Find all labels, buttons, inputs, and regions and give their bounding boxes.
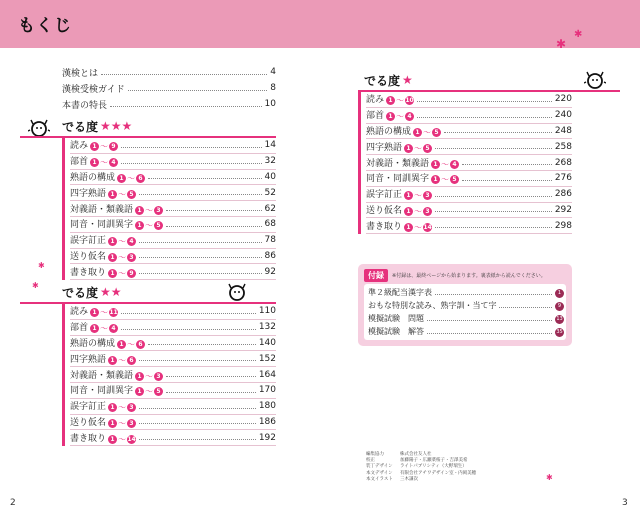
page-number: 192	[258, 432, 276, 443]
credit-line: 装丁デザイン ライトパブリシティ（大野瑞生）	[366, 464, 467, 470]
entry-label: 部首 1 〜 4	[366, 108, 417, 122]
toc-entry[interactable]	[70, 399, 276, 415]
toc-entry[interactable]	[70, 154, 276, 170]
entry-label: 書き取り 1 〜 14	[70, 431, 139, 445]
range-to: 4	[127, 237, 136, 246]
range-from: 1	[108, 237, 117, 246]
page-number: 8	[270, 83, 276, 93]
range-tag: 1 〜 3	[404, 206, 432, 217]
page-number: 92	[264, 266, 276, 277]
appendix-tag: 付録	[364, 269, 388, 282]
page-number: 40	[264, 171, 276, 182]
appendix-entry[interactable]	[368, 299, 562, 312]
range-from: 1	[90, 324, 99, 333]
range-to: 6	[127, 356, 136, 365]
range-to: 5	[154, 221, 163, 230]
range-tag: 1 〜 3	[135, 371, 163, 382]
range-tag: 1 〜 3	[135, 205, 163, 216]
range-from: 1	[431, 175, 440, 184]
header-band	[0, 0, 640, 51]
range-tag: 1 〜 4	[90, 323, 118, 334]
page-number: 78	[264, 235, 276, 246]
appendix-mark: 13	[556, 316, 563, 322]
toc-entry[interactable]	[70, 304, 276, 320]
range-from: 1	[108, 253, 117, 262]
page-number-left: 2	[10, 498, 16, 508]
entry-label: 四字熟語 1 〜 5	[366, 140, 435, 154]
toc-entry[interactable]	[70, 336, 276, 352]
range-from: 1	[108, 269, 117, 278]
entry-label: 模擬試験 問題	[368, 313, 427, 324]
range-from: 1	[404, 191, 413, 200]
range-from: 1	[404, 207, 413, 216]
page-number: 220	[554, 94, 572, 105]
appendix-mark: 9	[555, 302, 564, 311]
range-tag: 1 〜 3	[108, 252, 136, 263]
range-tag: 1 〜 9	[90, 141, 118, 152]
range-to: 11	[109, 309, 118, 317]
range-from: 1	[404, 144, 413, 153]
toc-entry[interactable]	[70, 430, 276, 446]
section-list	[62, 138, 276, 280]
star-icon: ✱	[574, 29, 583, 40]
entry-label: 模擬試験 解答	[368, 326, 427, 337]
appendix-list	[364, 284, 566, 340]
toc-entry[interactable]	[366, 218, 572, 234]
entry-label: おもな特別な読み、熟字訓・当て字	[368, 300, 499, 311]
toc-entry[interactable]	[70, 367, 276, 383]
range-from: 1	[90, 158, 99, 167]
entry-label: 熟語の構成 1 〜 6	[70, 336, 148, 350]
toc-entry[interactable]	[70, 217, 276, 233]
toc-entry[interactable]: 本書の特長 10	[62, 99, 276, 111]
entry-label: 部首 1 〜 4	[70, 320, 121, 334]
range-from: 1	[90, 142, 99, 151]
entry-label: 対義語・類義語 1 〜 3	[70, 202, 166, 216]
range-to: 3	[127, 403, 136, 412]
entry-label: 部首 1 〜 4	[70, 154, 121, 168]
range-to: 5	[450, 175, 459, 184]
toc-entry[interactable]	[366, 124, 572, 140]
range-from: 1	[135, 387, 144, 396]
page-number: 140	[258, 337, 276, 348]
range-from: 1	[117, 174, 126, 183]
page-number: 10	[264, 99, 276, 109]
range-tag: 1 〜 5	[413, 127, 441, 138]
range-from: 1	[108, 435, 117, 444]
critter-icon	[226, 282, 248, 302]
credits-block	[366, 452, 476, 483]
entry-label: 誤字訂正 1 〜 4	[70, 233, 139, 247]
range-to: 9	[127, 269, 136, 278]
range-tag: 1 〜 5	[135, 220, 163, 231]
range-from: 1	[108, 403, 117, 412]
page-number: 248	[554, 125, 572, 136]
toc-entry[interactable]	[70, 233, 276, 249]
range-to: 3	[154, 372, 163, 381]
page-number: 32	[264, 156, 276, 167]
entry-label: 同音・同訓異字 1 〜 5	[366, 171, 462, 185]
range-to: 14	[127, 435, 136, 443]
range-tag: 1 〜 5	[135, 386, 163, 397]
credit-line: 編集協力 株式会社友人社	[366, 452, 432, 457]
range-from: 1	[108, 190, 117, 199]
range-tag: 1 〜 6	[108, 355, 136, 366]
critter-icon	[584, 70, 606, 90]
entry-label: 誤字訂正 1 〜 3	[70, 399, 139, 413]
star-icon: ✱	[556, 37, 567, 51]
entry-label: 誤字訂正 1 〜 3	[366, 187, 435, 201]
credit-line: 本文イラスト 三木謙次	[366, 476, 418, 482]
entry-label: 熟語の構成 1 〜 6	[70, 170, 148, 184]
entry-label: 熟語の構成 1 〜 5	[366, 124, 444, 138]
toc-entry[interactable]	[366, 187, 572, 203]
range-tag: 1 〜 14	[108, 434, 136, 445]
page-number: 52	[264, 187, 276, 198]
appendix-box	[358, 264, 572, 346]
range-from: 1	[117, 340, 126, 349]
range-to: 4	[109, 158, 118, 167]
range-to: 3	[127, 253, 136, 262]
entry-label: 読み 1 〜 10	[366, 92, 417, 106]
range-to: 5	[127, 190, 136, 199]
entry-label: 書き取り 1 〜 14	[366, 219, 435, 233]
page-number: 152	[258, 353, 276, 364]
range-from: 1	[404, 223, 413, 232]
section-heading: でる度 ★★	[62, 285, 122, 300]
appendix-note: ※付録は、最終ページから始まります。裏表紙から読んでください。	[392, 273, 546, 279]
intro-list	[62, 64, 276, 112]
critter-icon	[28, 118, 50, 138]
entry-label: 送り仮名 1 〜 3	[70, 415, 139, 429]
page-number: 68	[264, 219, 276, 230]
toc-entry[interactable]	[70, 415, 276, 431]
toc-entry[interactable]	[366, 203, 572, 219]
credit-line: 校正 加藤陽子・広瀬菜桜子・吉澤美希	[366, 458, 468, 464]
toc-entry[interactable]	[366, 155, 572, 171]
range-to: 14	[423, 223, 432, 231]
star-icon: ✱	[38, 261, 45, 270]
page-number: 170	[258, 385, 276, 396]
page-title: もくじ	[18, 16, 72, 36]
range-tag: 1 〜 6	[117, 339, 145, 350]
range-to: 3	[423, 191, 432, 200]
entry-label: 四字熟語 1 〜 6	[70, 352, 139, 366]
section-heading: でる度 ★	[364, 73, 413, 88]
page-number: 298	[554, 220, 572, 231]
toc-entry[interactable]	[70, 383, 276, 399]
credit-line: 本文デザイン 有限会社アチワデザイン室・内岡美穂	[366, 470, 477, 476]
range-to: 3	[127, 419, 136, 428]
page-number: 258	[554, 141, 572, 152]
range-to: 4	[405, 112, 414, 121]
toc-entry[interactable]: 漢検とは 4	[62, 67, 276, 79]
range-from: 1	[135, 372, 144, 381]
range-to: 4	[109, 324, 118, 333]
range-to: 5	[423, 144, 432, 153]
toc-entry[interactable]	[70, 351, 276, 367]
range-to: 10	[405, 97, 414, 105]
range-tag: 1 〜 14	[404, 222, 432, 233]
range-to: 6	[136, 174, 145, 183]
range-from: 1	[108, 356, 117, 365]
page-number: 86	[264, 250, 276, 261]
entry-label: 書き取り 1 〜 9	[70, 265, 139, 279]
appendix-entry[interactable]	[368, 325, 562, 338]
range-to: 6	[136, 340, 145, 349]
section-heading: でる度 ★★★	[62, 119, 133, 134]
page-number: 14	[264, 140, 276, 151]
range-from: 1	[386, 112, 395, 121]
page-number: 164	[258, 369, 276, 380]
range-to: 3	[423, 207, 432, 216]
page-number: 268	[554, 157, 572, 168]
range-tag: 1 〜 5	[404, 143, 432, 154]
range-from: 1	[135, 221, 144, 230]
page-number: 186	[258, 416, 276, 427]
range-to: 3	[154, 206, 163, 215]
toc-entry[interactable]	[70, 138, 276, 154]
entry-label: 送り仮名 1 〜 3	[366, 203, 435, 217]
range-tag: 1 〜 5	[431, 174, 459, 185]
entry-label: 読み 1 〜 11	[70, 304, 121, 318]
page-number: 110	[258, 306, 276, 317]
entry-label: 準２級配当漢字表	[368, 287, 435, 298]
section-list	[62, 304, 276, 446]
toc-entry[interactable]	[70, 320, 276, 336]
entry-label: 送り仮名 1 〜 3	[70, 249, 139, 263]
entry-label: 同音・同訓異字 1 〜 5	[70, 217, 166, 231]
entry-label: 四字熟語 1 〜 5	[70, 186, 139, 200]
page-number: 62	[264, 203, 276, 214]
entry-label: 同音・同訓異字 1 〜 5	[70, 383, 166, 397]
page-number-right: 3	[622, 498, 628, 508]
toc-entry[interactable]	[366, 171, 572, 187]
toc-entry[interactable]	[70, 201, 276, 217]
toc-entry[interactable]	[70, 264, 276, 280]
star-icon: ✱	[32, 281, 39, 290]
range-tag: 1 〜 4	[90, 157, 118, 168]
toc-entry[interactable]: 漢検受検ガイド 8	[62, 83, 276, 95]
range-tag: 1 〜 4	[386, 111, 414, 122]
appendix-mark: 1	[555, 289, 564, 298]
range-tag: 1 〜 5	[108, 189, 136, 200]
range-to: 9	[109, 142, 118, 151]
range-tag: 1 〜 6	[117, 173, 145, 184]
toc-entry[interactable]	[366, 92, 572, 108]
page-number: 4	[270, 67, 276, 77]
range-tag: 1 〜 3	[404, 190, 432, 201]
toc-entry[interactable]	[70, 170, 276, 186]
page-number: 292	[554, 204, 572, 215]
toc-entry[interactable]	[70, 185, 276, 201]
range-tag: 1 〜 10	[386, 95, 414, 106]
entry-label: 対義語・類義語 1 〜 3	[70, 368, 166, 382]
range-from: 1	[135, 206, 144, 215]
entry-label: 対義語・類義語 1 〜 4	[366, 156, 462, 170]
range-tag: 1 〜 3	[108, 418, 136, 429]
range-from: 1	[431, 160, 440, 169]
page-number: 132	[258, 322, 276, 333]
star-icon: ✱	[546, 473, 553, 482]
range-tag: 1 〜 4	[431, 159, 459, 170]
page-number: 286	[554, 189, 572, 200]
range-tag: 1 〜 3	[108, 402, 136, 413]
range-tag: 1 〜 9	[108, 268, 136, 279]
range-to: 4	[450, 160, 459, 169]
range-to: 5	[154, 387, 163, 396]
appendix-mark: 35	[556, 329, 563, 335]
range-to: 5	[432, 128, 441, 137]
range-tag: 1 〜 11	[90, 307, 118, 318]
range-from: 1	[108, 419, 117, 428]
range-tag: 1 〜 4	[108, 236, 136, 247]
appendix-entry[interactable]	[368, 312, 562, 325]
toc-entry[interactable]	[70, 249, 276, 265]
range-from: 1	[90, 308, 99, 317]
toc-entry[interactable]	[366, 108, 572, 124]
range-from: 1	[386, 96, 395, 105]
page-number: 240	[554, 110, 572, 121]
range-from: 1	[413, 128, 422, 137]
appendix-entry[interactable]	[368, 286, 562, 299]
toc-entry[interactable]	[366, 139, 572, 155]
page-number: 180	[258, 401, 276, 412]
page-number: 276	[554, 173, 572, 184]
section-list	[358, 92, 572, 234]
entry-label: 読み 1 〜 9	[70, 138, 121, 152]
